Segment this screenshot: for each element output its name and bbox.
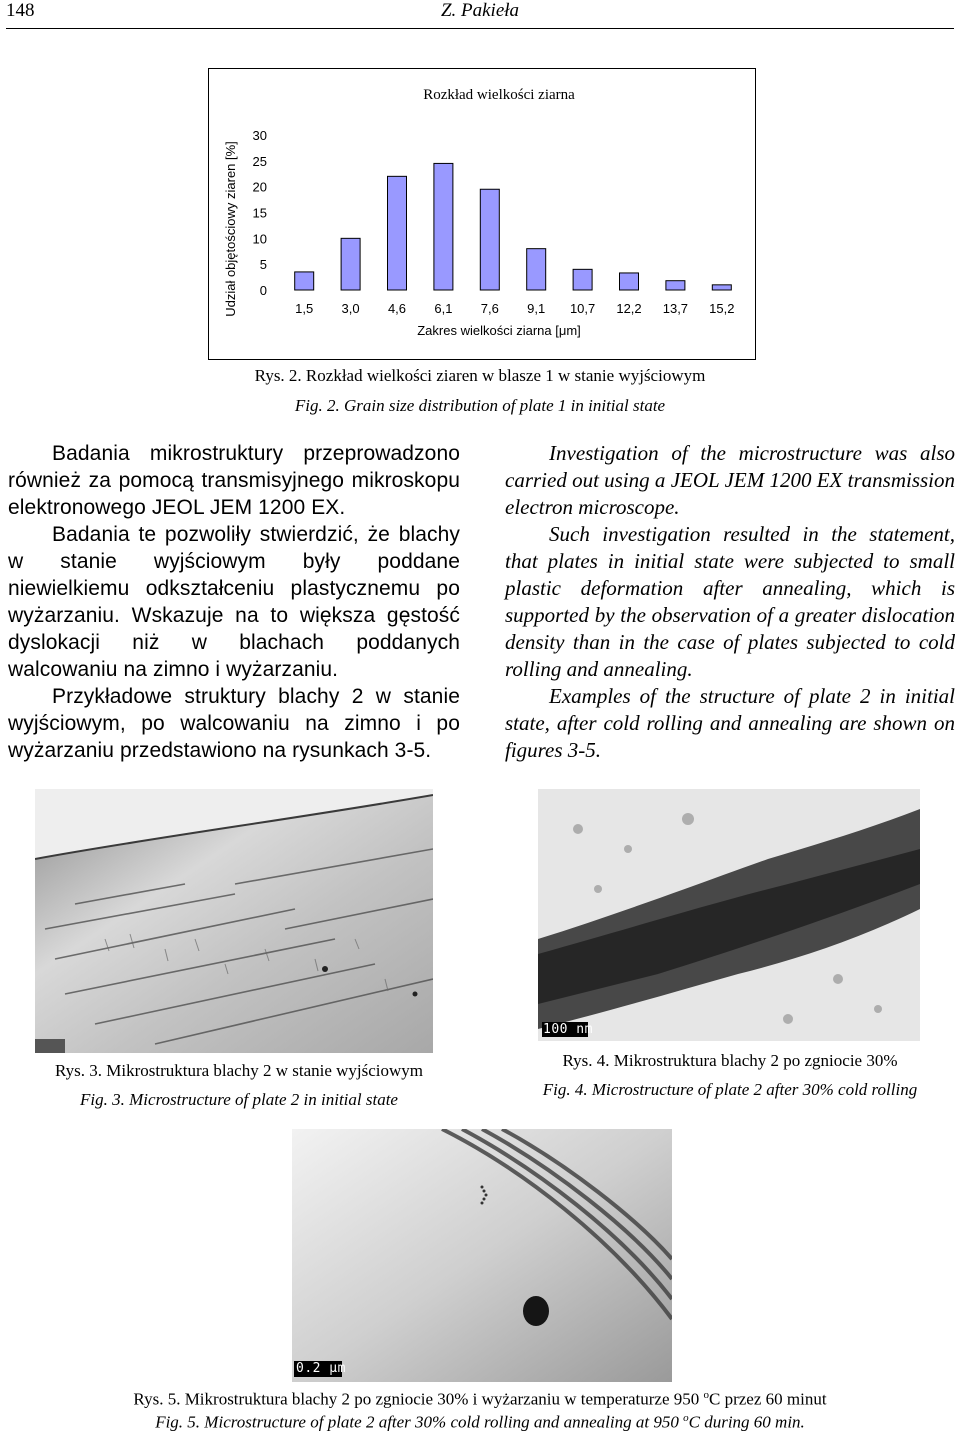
figure5-caption-pl [0, 1389, 960, 1410]
x-tick-label: 9,1 [527, 301, 546, 316]
bar [434, 163, 453, 290]
y-tick-label: 5 [259, 257, 267, 273]
micrograph-figure3 [35, 789, 433, 1053]
figure5-caption-en-end: C during 60 min. [688, 1412, 805, 1432]
figure4-scale-bar-label: 100 nm [543, 1022, 593, 1037]
paragraph-en-2: Such investigation resulted in the statement, that plates in initial state were subjected to small plastic deformation after annealing, which is supported by the observation of a greater dislocation density than in the case of plates subjected to cold rolling and annealing. [505, 522, 955, 681]
bar [480, 189, 499, 290]
figure5-scale-bar-label: 0.2 μm [296, 1361, 346, 1376]
page-number: 148 [6, 0, 35, 21]
figure3-caption-en: Fig. 3. Microstructure of plate 2 in initial state [80, 1090, 398, 1109]
body-text-polish [8, 440, 460, 764]
figure5-caption-pl-end: C przez 60 minut [709, 1389, 827, 1409]
bar [666, 281, 685, 290]
figure5-caption-pl-main: Rys. 5. Mikrostruktura blachy 2 po zgniocie 30% i wyżarzaniu w temperaturze 950 [133, 1389, 704, 1409]
micrograph-figure5 [292, 1129, 672, 1382]
x-tick-label: 15,2 [709, 301, 735, 316]
figure2-caption-pl: Rys. 2. Rozkład wielkości ziaren w blasze 1 w stanie wyjściowym [254, 366, 706, 385]
figure4-caption-pl: Rys. 4. Mikrostruktura blachy 2 po zgniocie 30% [562, 1051, 898, 1070]
body-text-english [505, 440, 955, 764]
tem-image-annealed [292, 1129, 672, 1382]
paragraph-en-3: Examples of the structure of plate 2 in initial state, after cold rolling and annealing are shown on figures 3-5. [505, 684, 955, 762]
bar [388, 176, 407, 290]
bar [295, 272, 314, 290]
figure3-caption-pl: Rys. 3. Mikrostruktura blachy 2 w stanie wyjściowym [54, 1061, 424, 1080]
header-rule [6, 28, 954, 29]
y-tick-label: 0 [259, 283, 267, 298]
bar [573, 269, 592, 290]
figure2-caption-en: Fig. 2. Grain size distribution of plate 1 in initial state [294, 396, 666, 415]
paragraph-en-1: Investigation of the microstructure was also carried out using a JEOL JEM 1200 EX transmission electron microscope. [505, 441, 955, 519]
paragraph-pl-2: Badania te pozwoliły stwierdzić, że blachy w stanie wyjściowym były poddane niewielkiemu odkształceniu plastycznemu po wyżarzaniu. Wskazuje na to większa gęstość dyslokacji niż w blachach poddanych walcowaniu na zimno i wyżarzaniu. [8, 523, 460, 681]
x-tick-label: 4,6 [387, 301, 407, 316]
tem-image-cold-rolled [538, 789, 920, 1041]
degree-superscript-pl: o [703, 1389, 709, 1401]
chart-y-axis-label: Udział objętościowy ziaren [%] [223, 141, 238, 317]
chart-svg [209, 69, 755, 359]
x-tick-label: 3,0 [341, 301, 360, 316]
y-tick-label: 10 [252, 231, 267, 247]
grain-size-chart [208, 68, 756, 360]
y-tick-label: 15 [252, 205, 267, 221]
x-tick-label: 1,5 [295, 301, 314, 316]
x-tick-label: 10,7 [569, 301, 596, 316]
bar [712, 285, 731, 290]
y-tick-label: 25 [252, 153, 267, 169]
chart-x-axis-label: Zakres wielkości ziarna [μm] [417, 323, 581, 338]
y-tick-label: 20 [252, 179, 267, 195]
x-tick-label: 7,6 [480, 301, 499, 316]
tem-image-initial-state [35, 789, 433, 1053]
bar [341, 238, 360, 290]
figure5-caption-en-main: Fig. 5. Microstructure of plate 2 after 30% cold rolling and annealing at 950 [155, 1412, 684, 1432]
paragraph-pl-1: Badania mikrostruktury przeprowadzono również za pomocą transmisyjnego mikroskopu elektronowego JEOL JEM 1200 EX. [8, 442, 460, 519]
micrograph-figure4 [538, 789, 920, 1041]
chart-title: Rozkład wielkości ziarna [423, 87, 575, 103]
running-head-author: Z. Pakieła [440, 0, 520, 21]
x-tick-label: 6,1 [434, 301, 453, 316]
x-tick-label: 13,7 [662, 301, 689, 316]
bar [527, 249, 546, 290]
y-tick-label: 30 [252, 128, 267, 143]
paragraph-pl-3: Przykładowe struktury blachy 2 w stanie wyjściowym, po walcowaniu na zimno i po wyżarzaniu przedstawiono na rysunkach 3-5. [8, 685, 460, 762]
figure5-caption-en [0, 1412, 960, 1433]
figure4-caption-en: Fig. 4. Microstructure of plate 2 after 30% cold rolling [542, 1080, 918, 1099]
degree-superscript-en: o [683, 1412, 689, 1424]
bar [620, 273, 639, 290]
x-tick-label: 12,2 [616, 301, 642, 316]
